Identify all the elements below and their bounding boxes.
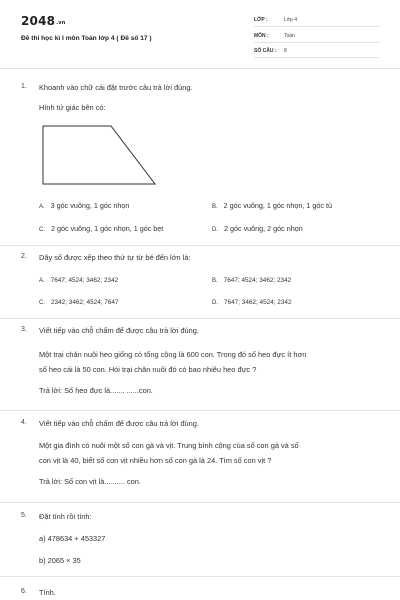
answer-line: Trả lời: Số heo đực là....... ......con. xyxy=(39,386,153,395)
exam-header xyxy=(0,0,400,68)
question-number: 4. xyxy=(21,419,27,426)
meta-value: 8 xyxy=(284,48,287,54)
divider xyxy=(0,68,400,69)
question-text: Đặt tính rồi tính: xyxy=(39,512,92,521)
meta-grade xyxy=(254,15,379,27)
question-number: 6. xyxy=(21,588,27,595)
divider xyxy=(0,502,400,503)
question-number: 1. xyxy=(21,83,27,90)
option-a[interactable]: A. 7647; 4524; 3462; 2342 xyxy=(39,277,119,284)
question-text: Dãy số được xếp theo thứ tự từ bé đến lớn là: xyxy=(39,253,191,262)
option-b[interactable]: B. 2 góc vuông, 1 góc nhọn, 1 góc tù xyxy=(212,201,332,210)
option-d[interactable]: D. 7647; 3462; 4524; 2342 xyxy=(212,299,292,306)
option-c[interactable]: C. 2342; 3462; 4524; 7647 xyxy=(39,299,119,306)
exam-title: Đề thi học kì I môn Toán lớp 4 ( Đề số 17 ) xyxy=(21,35,152,42)
question-text: Khoanh vào chữ cái đặt trước câu trả lời đúng. xyxy=(39,83,193,92)
divider xyxy=(0,318,400,319)
meta-question-count xyxy=(254,46,379,58)
option-c[interactable]: C. 2 góc vuông, 1 góc nhọn, 1 góc bẹt xyxy=(39,224,164,233)
answer-line: Trả lời: Số con vịt là.......... con. xyxy=(39,477,141,486)
meta-value: Toán xyxy=(284,33,295,39)
option-d[interactable]: D. 2 góc vuông, 2 góc nhọn xyxy=(212,224,303,233)
option-a[interactable]: A. 3 góc vuông, 1 góc nhọn xyxy=(39,201,130,210)
meta-subject xyxy=(254,31,379,43)
divider xyxy=(0,576,400,577)
meta-label: MÔN : xyxy=(254,33,269,39)
question-number: 2. xyxy=(21,253,27,260)
divider xyxy=(0,410,400,411)
question-number: 5. xyxy=(21,512,27,519)
question-subtext: Hình tứ giác bên có: xyxy=(39,103,106,112)
trapezoid-figure xyxy=(42,125,157,185)
question-text: Viết tiếp vào chỗ chấm để được câu trả lời đúng. xyxy=(39,419,199,428)
site-logo[interactable]: $2048^{.vn}$ xyxy=(21,14,66,28)
question-text: Viết tiếp vào chỗ chấm để được câu trả lời đúng. xyxy=(39,326,199,335)
calc-item: a) 478634 + 453327 xyxy=(39,534,106,543)
meta-label: LỚP : xyxy=(254,17,268,23)
question-text: Tính. xyxy=(39,588,56,597)
question-body-line: Một gia đình có nuôi một số con gà và vịt. Trung bình cộng của số con gà và số xyxy=(39,441,299,450)
meta-value: Lớp 4 xyxy=(284,17,298,23)
question-body-line: Một trại chăn nuôi heo giống có tổng cộng là 600 con. Trong đó số heo đực ít hơn xyxy=(39,350,307,359)
meta-label: SỐ CÂU : xyxy=(254,48,277,54)
calc-item: b) 2065 × 35 xyxy=(39,556,81,565)
option-b[interactable]: B. 7647; 4524; 3462; 2342 xyxy=(212,277,292,284)
divider xyxy=(0,245,400,246)
question-number: 3. xyxy=(21,326,27,333)
question-body-line: con vịt là 40, biết số con vịt nhiều hơn số con gà là 24. Tìm số con vịt ? xyxy=(39,456,272,465)
question-body-line: số heo cái là 50 con. Hỏi trại chăn nuôi đó có bao nhiêu heo đực ? xyxy=(39,365,257,374)
